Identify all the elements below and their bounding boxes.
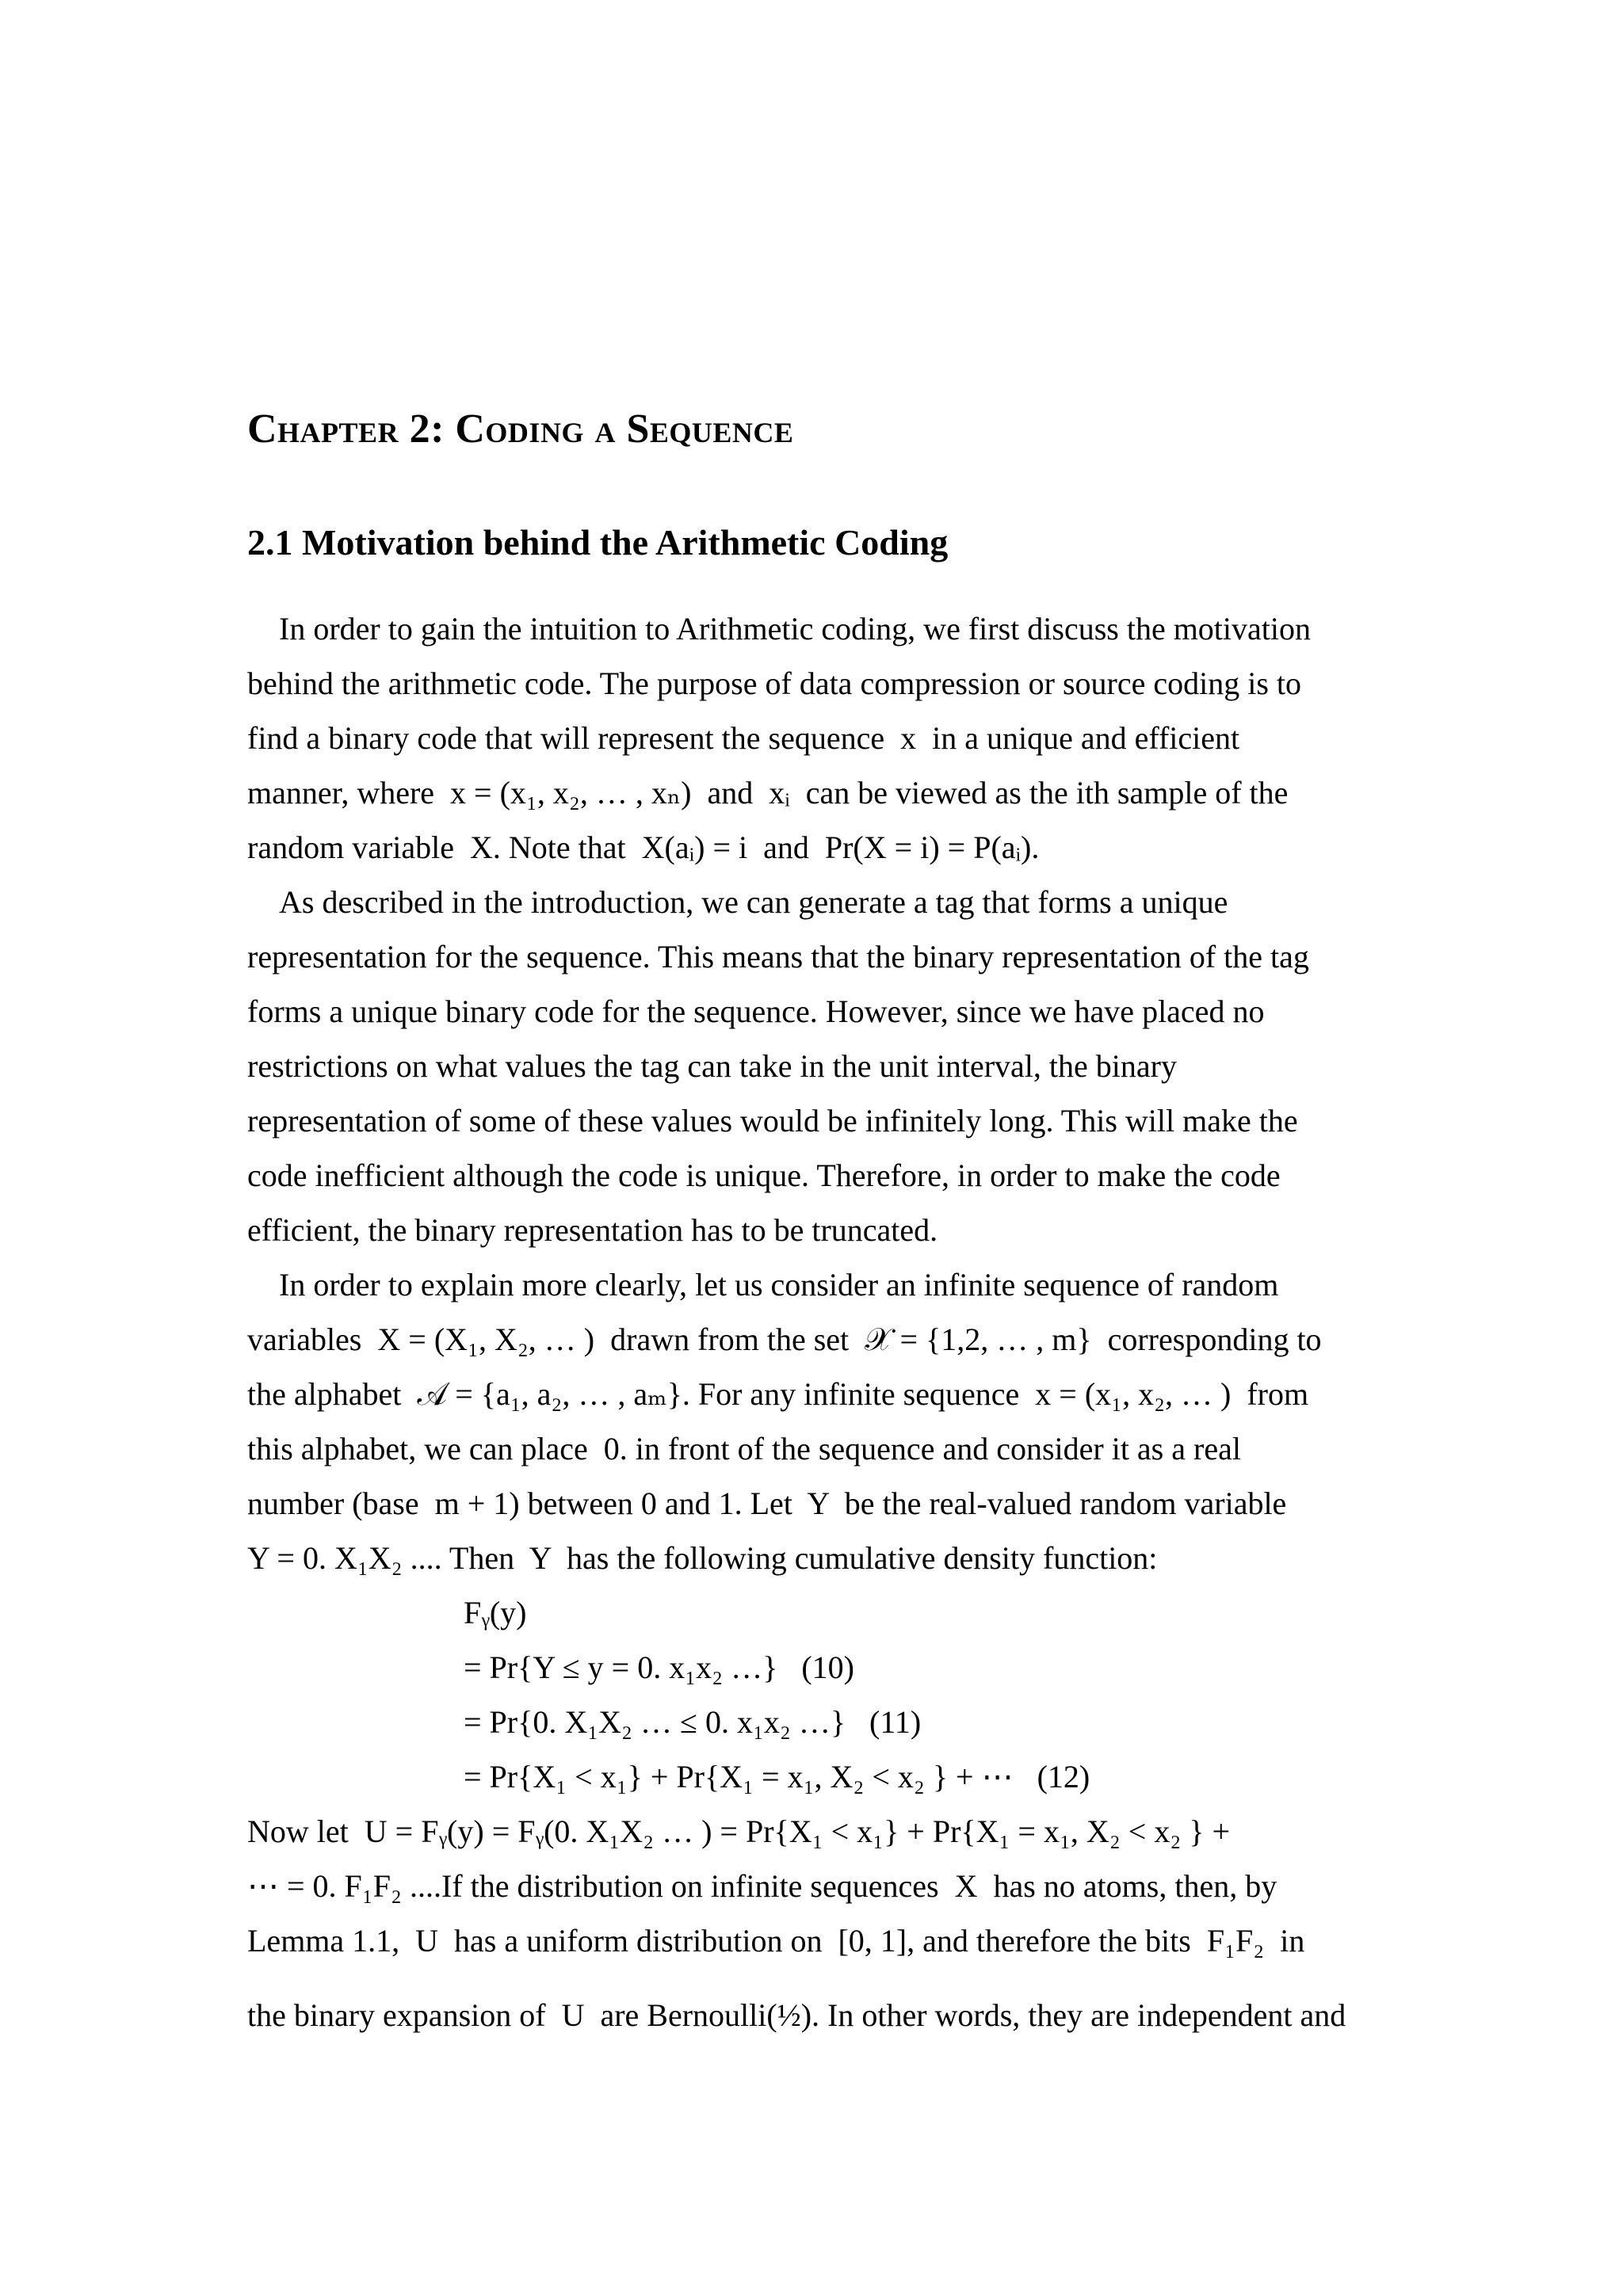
body-line: As described in the introduction, we can generate a tag that forms a unique [279, 884, 1228, 920]
body-line: behind the arithmetic code. The purpose of data compression or source coding is to [247, 666, 1301, 701]
equation-line: = Pr{X₁ < x₁} + Pr{X₁ = x₁, X₂ < x₂ } + ⋯ (12) [464, 1759, 1090, 1794]
body-line: the alphabet 𝒜 = {a₁, a₂, … , aₘ}. For any infinite sequence x = (x₁, x₂, … ) from [247, 1376, 1309, 1412]
body-line: random variable X. Note that X(aᵢ) = i and Pr(X = i) = P(aᵢ). [247, 830, 1040, 865]
body-line: forms a unique binary code for the sequence. However, since we have placed no [247, 994, 1265, 1029]
body-line: representation for the sequence. This means that the binary representation of the tag [247, 939, 1309, 974]
body-line: code inefficient although the code is unique. Therefore, in order to make the code [247, 1158, 1281, 1193]
equation-line: = Pr{Y ≤ y = 0. x₁x₂ …} (10) [464, 1650, 854, 1685]
body-line: the binary expansion of U are Bernoulli(½). In other words, they are independent and [247, 1997, 1346, 2033]
body-line: representation of some of these values would be infinitely long. This will make the [247, 1103, 1298, 1138]
body-line: In order to gain the intuition to Arithmetic coding, we first discuss the motivation [279, 611, 1312, 646]
body-line: number (base m + 1) between 0 and 1. Let Y be the real-valued random variable [247, 1486, 1287, 1521]
section-title: 2.1 Motivation behind the Arithmetic Coding [247, 522, 949, 563]
body-line: find a binary code that will represent the sequence x in a unique and efficient [247, 720, 1240, 756]
body-line: In order to explain more clearly, let us consider an infinite sequence of random [279, 1267, 1279, 1302]
body-line: variables X = (X₁, X₂, … ) drawn from the set 𝒳 = {1,2, … , m} corresponding to [247, 1322, 1322, 1357]
body-line: Now let U = Fᵧ(y) = Fᵧ(0. X₁X₂ … ) = Pr{X₁ < x₁} + Pr{X₁ = x₁, X₂ < x₂ } + [247, 1814, 1231, 1849]
chapter-title: Chapter 2: Coding a Sequence [247, 406, 794, 452]
body-line: efficient, the binary representation has to be truncated. [247, 1212, 938, 1248]
body-line: ⋯ = 0. F₁F₂ ....If the distribution on infinite sequences X has no atoms, then, by [247, 1868, 1277, 1904]
body-line: this alphabet, we can place 0. in front of the sequence and consider it as a real [247, 1431, 1241, 1466]
body-line: manner, where x = (x₁, x₂, … , xₙ) and xᵢ can be viewed as the ith sample of the [247, 775, 1289, 810]
equation-line: = Pr{0. X₁X₂ … ≤ 0. x₁x₂ …} (11) [464, 1704, 922, 1740]
equation-line: Fᵧ(y) [464, 1595, 527, 1630]
body-line: restrictions on what values the tag can take in the unit interval, the binary [247, 1048, 1177, 1084]
body-line: Lemma 1.1, U has a uniform distribution on [0, 1], and therefore the bits F₁F₂ in [247, 1923, 1305, 1958]
body-line: Y = 0. X₁X₂ .... Then Y has the following cumulative density function: [247, 1540, 1158, 1576]
